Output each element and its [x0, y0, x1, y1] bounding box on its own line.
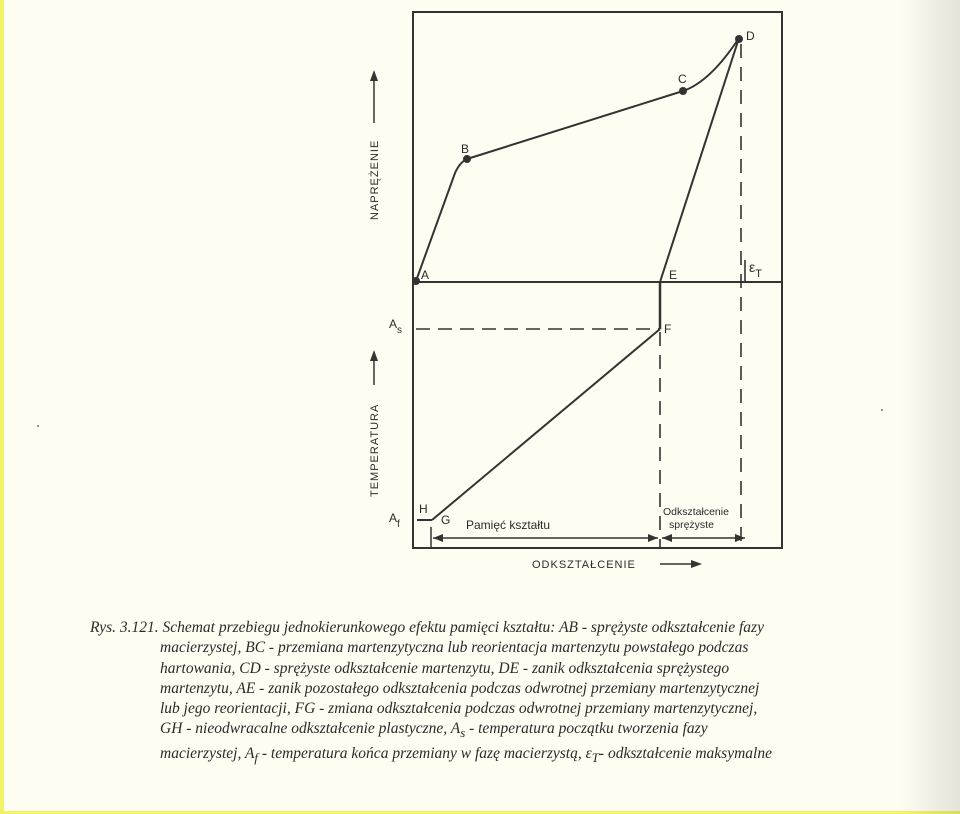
- caption-line-5: lub jego reorientacji, FG - zmiana odkształcenia podczas odwrotnej przemiany martenzytycznej,: [160, 700, 758, 718]
- caption-line-6: GH - nieodwracalne odkształcenie plastyczne, $A_s$ - temperatura początku tworzenia fazy: [160, 720, 708, 741]
- unloading-line-de: [660, 38, 739, 282]
- figure-caption: [90, 618, 940, 768]
- point-b-marker: [463, 155, 471, 163]
- caption-line-7: macierzystej, $A_f$ - temperatura końca przemiany w fazę macierzystą, $\varepsilon_T-$ odkształcenie maksymalne: [160, 744, 772, 765]
- caption-line-4: martenzytu, AE - zanik pozostałego odkształcenia podczas odwrotnej przemiany martenzytycznej: [160, 679, 760, 697]
- point-d-marker: [735, 35, 743, 43]
- point-c-marker: [679, 87, 687, 95]
- point-a-label: A: [421, 268, 430, 282]
- caption-line-2: macierzystej, BC - przemiana martenzytyczna lub reorientacja martenzytu powstałego podczas: [160, 639, 749, 657]
- x-axis-label: ODKSZTAŁCENIE: [532, 559, 636, 571]
- caption-text-1: Schemat przebiegu jednokierunkowego efektu pamięci kształtu: AB - sprężyste odkształcenie fazy: [162, 619, 764, 636]
- y-lower-axis-label: TEMPERATURA: [369, 403, 381, 497]
- recovery-line-fg: [432, 329, 660, 520]
- elastic-arrow-right: [735, 534, 745, 542]
- dim-arrow-left: [433, 534, 443, 542]
- elastic-arrow-left: [662, 534, 672, 542]
- point-a-marker: [412, 277, 420, 285]
- diagram-frame: [413, 12, 782, 548]
- point-c-label: C: [678, 72, 687, 86]
- point-d-label: D: [746, 29, 755, 43]
- point-g-label: G: [441, 513, 451, 527]
- scan-speck: [37, 425, 39, 427]
- scan-speck: [881, 409, 883, 411]
- caption-line-3: hartowania, CD - sprężyste odkształcenie martenzytu, DE - zanik odkształcenia sprężystego: [160, 659, 730, 677]
- dim-arrow-right: [648, 534, 658, 542]
- caption-prefix: Rys. 3.121.: [90, 619, 159, 636]
- x-arrow-icon: [691, 560, 702, 568]
- shape-memory-label: Pamięć kształtu: [466, 518, 551, 532]
- et-label: $\varepsilon_T$: [749, 259, 762, 280]
- caption-line-1: [90, 618, 940, 638]
- point-e-label: E: [669, 268, 678, 282]
- elastic-label-line2: sprężyste: [669, 519, 714, 531]
- point-h-label: H: [419, 502, 428, 516]
- af-label: $A_f$: [389, 511, 400, 530]
- elastic-label-line1: Odkształcenie: [663, 506, 729, 518]
- y-lower-arrow-icon: [370, 350, 378, 361]
- point-b-label: B: [461, 142, 470, 156]
- y-upper-arrow-icon: [370, 70, 378, 81]
- as-label: $A_s$: [389, 317, 403, 336]
- point-f-label: F: [664, 322, 672, 336]
- y-upper-axis-label: NAPRĘŻENIE: [369, 139, 381, 220]
